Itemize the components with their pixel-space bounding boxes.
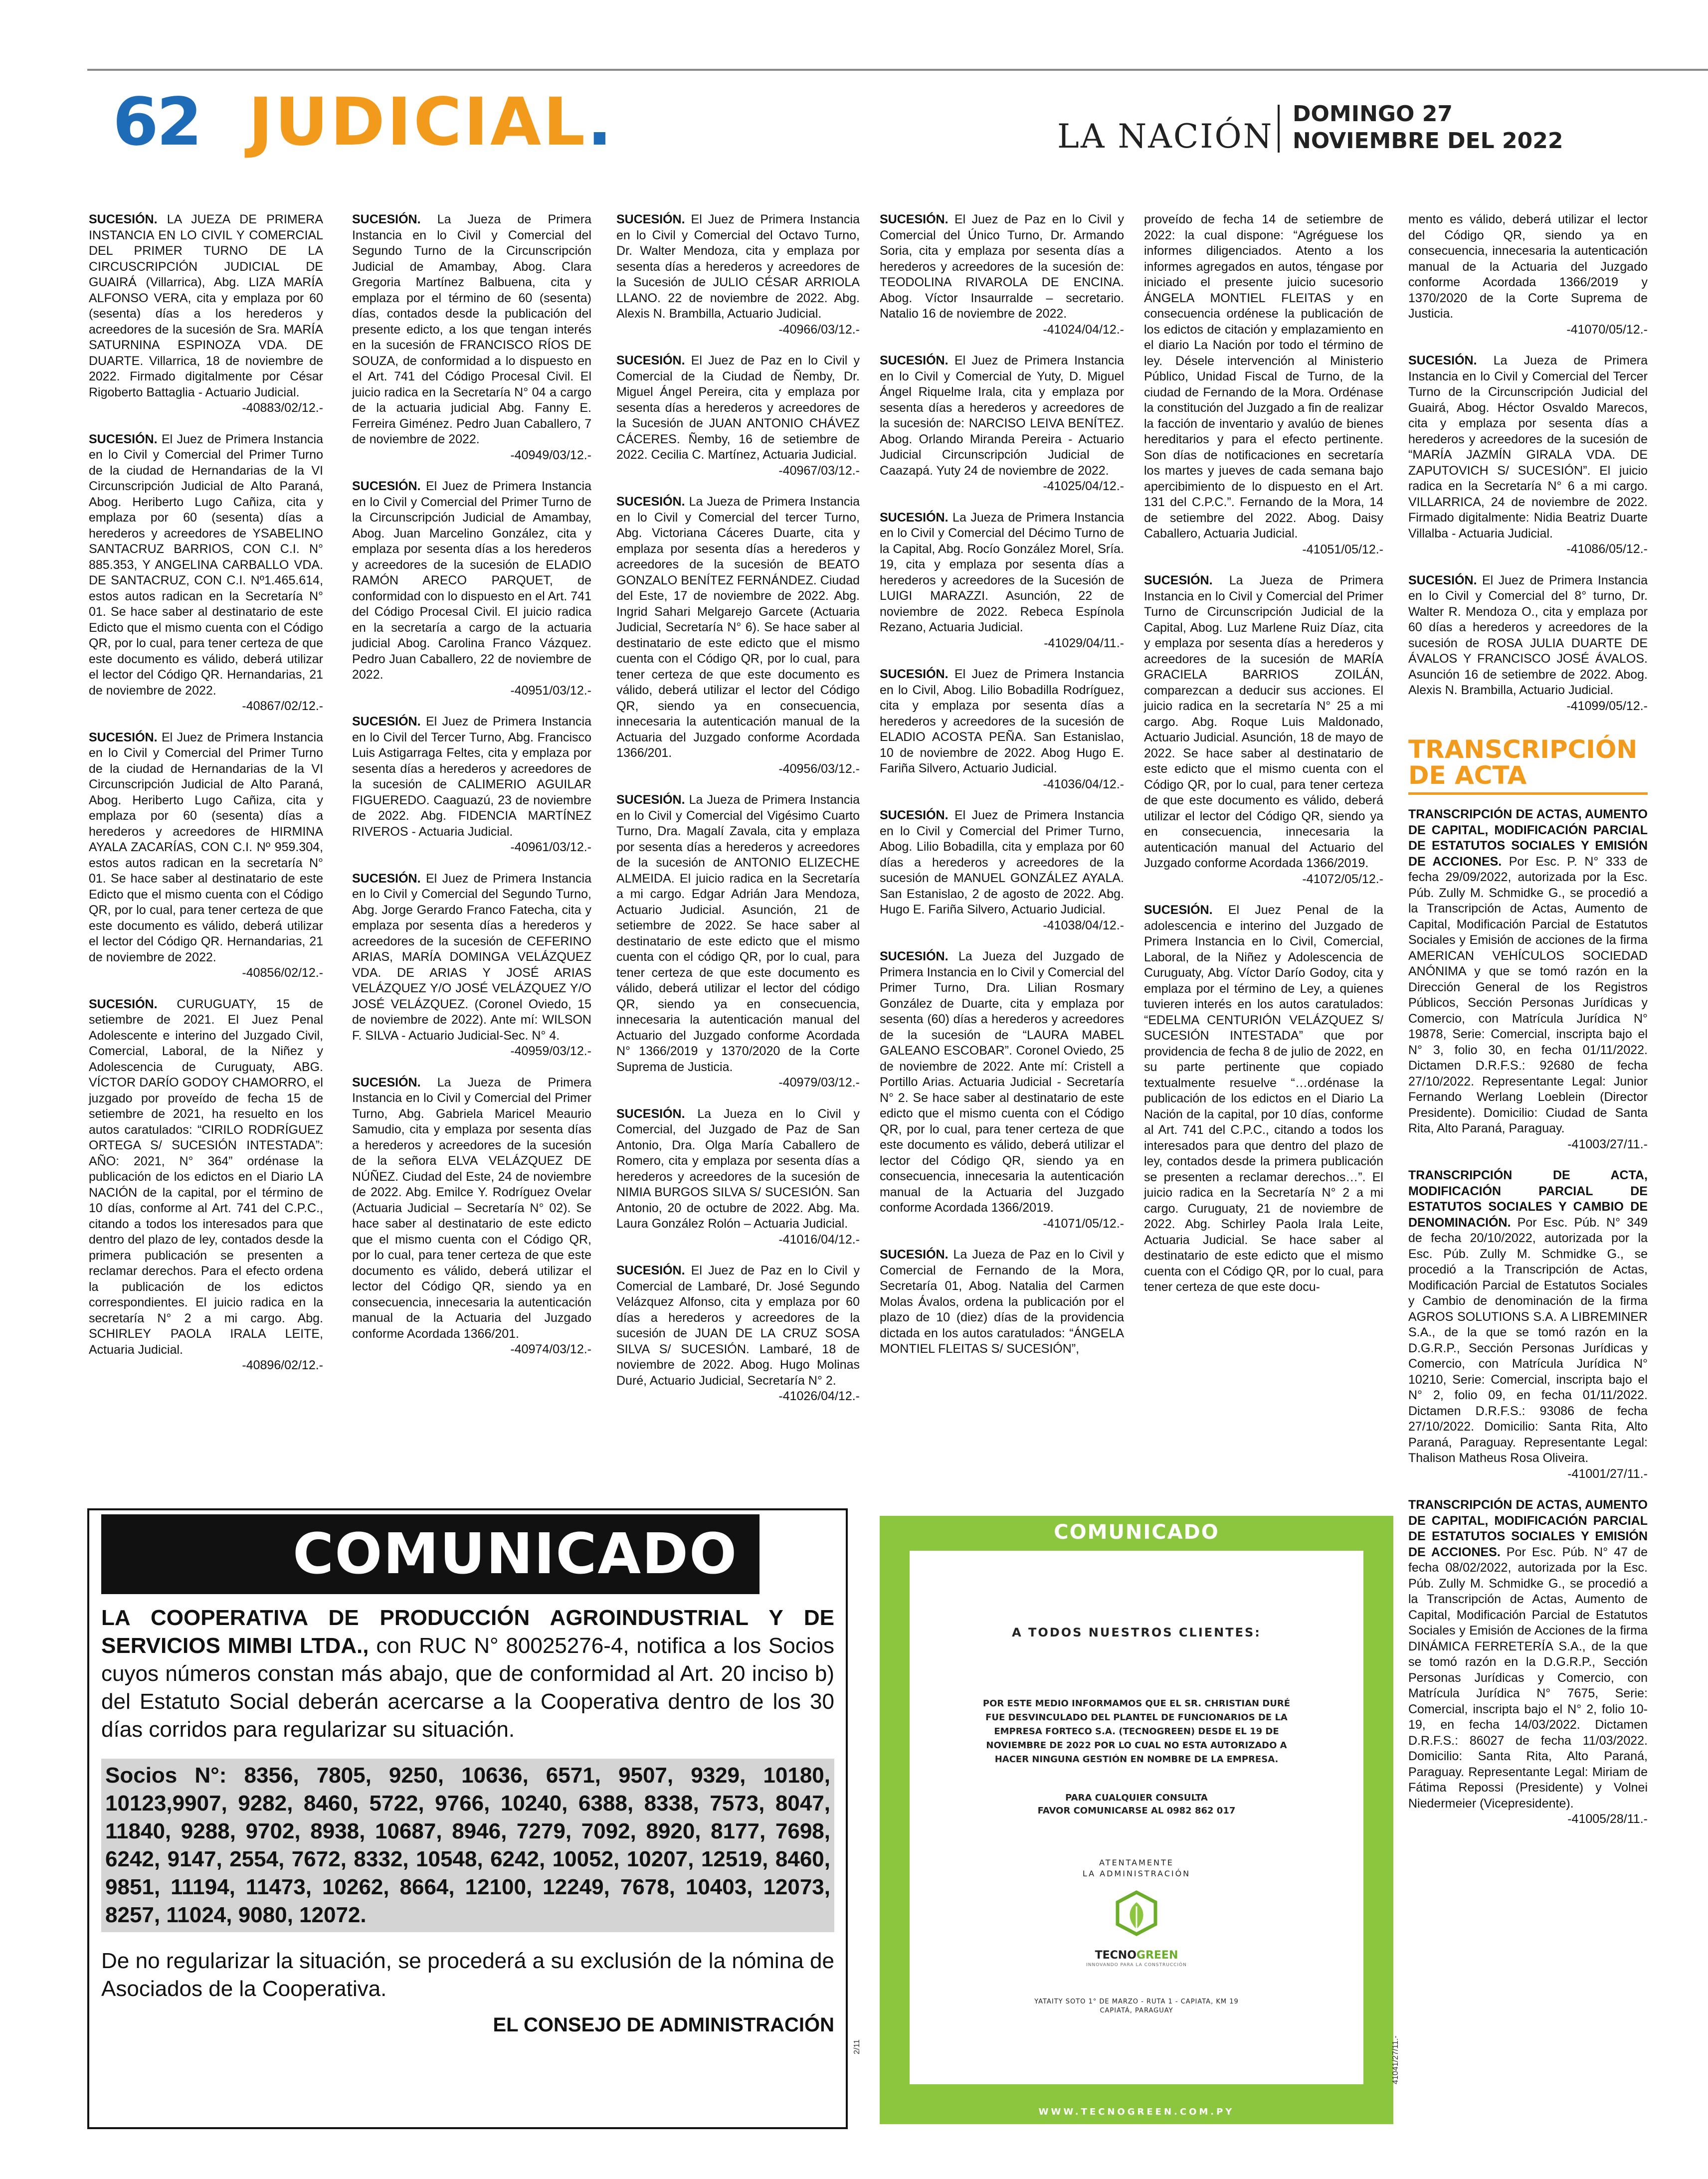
notice-reference: -41029/04/11.- [1044,636,1124,650]
tecnogreen-address-line2: CAPIATÁ, PARAGUAY [1100,2007,1173,2014]
legal-notice [616,1106,860,1248]
notice-reference: -40967/03/12.- [778,463,860,478]
legal-notice [616,792,860,1091]
column-6-notices [1408,212,1648,714]
notice-text: La Jueza del Juzgado de Primera Instancia en lo Civil y Comercial del Primer Turno, Dra. Lilian Rosmary González de Duarte, cita y emplaza por sesenta (60) días a herederos y acreedores de la sucesión de “LAURA MABEL GALEANO ESCOBAR”. Coronel Oviedo, 25 de noviembre de 2022. Ante mí: Cristell a Portillo Arias. Actuaria Judicial - Secretaría N° 2. Se hace saber al destinatario de este edicto que el mismo cuenta con el Código QR, por lo cual, para tener certeza de que este documento es válido, deberá utilizar el lector del Código QR, siendo ya en consecuencia, innecesaria la autenticación manual de la Actuaria del Juzgado conforme Acordada 1366/2019. [880,949,1124,1215]
legal-notice [880,510,1124,652]
notice-keyword: SUCESIÓN. [352,479,421,493]
column-6 [1408,212,1648,1843]
notice-text: El Juez de Primera Instancia en lo Civil y Comercial del Primer Turno de la Circunscripción Judicial de Amambay, Abog. Juan Marcelino González, cita y emplaza por sesenta días a los herederos y acreedores de la sucesión de ELADIO RAMÓN ARECO PARQUET, de conformidad con lo dispuesto en el Art. 741 del Código Procesal Civil. El juicio radica en la secretaría a cargo de la actuaria judicial Abog. Carolina Franco Vázquez. Pedro Juan Caballero, 22 de noviembre de 2022. [352,479,592,682]
notice-keyword: SUCESIÓN. [89,997,158,1011]
transcripcion-notices [1408,807,1648,1827]
tecnogreen-brand-b: GREEN [1136,1949,1178,1962]
notice-reference: -41026/04/12.- [778,1389,860,1403]
notice-reference: -40867/02/12.- [242,699,323,713]
notice-text: La Jueza de Primera Instancia en lo Civil y Comercial del Primer Turno de Circunscripción Judicial de la Capital, Abog. Luz Marlene Ruiz Díaz, cita y emplaza por sesenta días a herederos y acreedores de la sucesión de MARÍA GRACIELA BARRIOS ZOILÁN, comparezcan a deducir sus acciones. El juicio radica en la secretaría N° 25 a mi cargo. Abg. Roque Luis Maldonado, Actuario Judicial. Asunción, 18 de mayo de 2022. Se hace saber al destinatario de este edicto que el mismo cuenta con el Código QR, por lo cual, para tener certeza de que este documento es válido, deberá utilizar el lector del Código QR, siendo ya en consecuencia, innecesaria la autenticación manual del Actuario del Juzgado conforme Acordada 1366/2019. [1144,573,1383,870]
notice-text: La Jueza de Primera Instancia en lo Civil y Comercial del Décimo Turno de la Capital, Abg. Rocío González Morel, Sría. 19, cita y emplaza por sesenta días a herederos y acreedores de la Sucesión de LUIGI MARAZZI. Asunción, 22 de noviembre de 2022. Rebeca Espínola Rezano, Actuaria Judicial. [880,510,1124,634]
legal-notice [880,212,1124,338]
transcripcion-heading-line2: DE ACTA [1408,761,1527,790]
legal-notice [616,1263,860,1405]
notice-keyword: SUCESIÓN. [89,212,158,226]
notice-keyword: SUCESIÓN. [616,354,685,367]
notice-keyword: SUCESIÓN. [616,793,685,807]
tecnogreen-notice-farewell [910,1857,1363,1879]
notice-keyword: SUCESIÓN. [89,432,158,446]
notice-reference: -41036/04/12.- [1043,777,1124,791]
notice-reference: -40896/02/12.- [242,1358,323,1372]
legal-notice [1408,353,1648,557]
notice-keyword: SUCESIÓN. [1144,573,1213,587]
notice-text: La Jueza de Primera Instancia en lo Civil y Comercial del Primer Turno, Abg. Gabriela Maricel Meaurio Samudio, cita y emplaza por sesenta días a herederos y acreedores de la sucesión de la señora ELVA VELÁZQUEZ DE NÚÑEZ. Ciudad del Este, 24 de noviembre de 2022. Abg. Emilce Y. Rodríguez Ovelar (Actuaria Judicial – Secretaría N° 02). Se hace saber al destinatario de este edicto que el mismo cuenta con el Código QR, por lo cual, para tener certeza de que este documento es válido, deberá utilizar el lector del Código QR, siendo ya en consecuencia, innecesaria la autenticación manual de la Actuaria del Juzgado conforme Acordada 1366/201. [352,1075,591,1341]
notice-text: El Juez Penal de la adolescencia e interino del Juzgado de Primera Instancia en lo Civil, Comercial, Laboral, de la Niñez y Adolescencia de Curuguaty, Abg. Víctor Darío Godoy, cita y emplaza por el término de Ley, a quienes tuvieren interés en los autos caratulados: “EDELMA CENTURIÓN VELÁZQUEZ S/ SUCESIÓN INTESTADA” que por providencia de fecha 8 de julio de 2022, en su parte pertinente que copiado textualmente resuelve “…ordénase la publicación de los edictos en el Diario La Nación de la capital, por 10 días, conforme al Art. 741 del C.P.C., citando a todos los interesados para que dentro del plazo de ley, contados desde la primera publicación se presenten a reclamar derechos…”. El juicio radica en la Secretaría N° 2 a mi cargo. Curuguaty, 21 de noviembre de 2022. Abg. Schirley Paola Irala Leite, Actuaria Judicial. Se hace saber al destinatario de este edicto que el mismo cuenta con el Código QR, por lo cual, para tener certeza de que este docu- [1144,903,1383,1294]
notice-text: El Juez de Primera Instancia en lo Civil y Comercial del Primer Turno de la ciudad de Hernandarias de la VI Circunscripción Judicial de Alto Paraná, Abog. Heriberto Lugo Cañiza, cita y emplaza por 60 (sesenta) días a herederos y acreedores de HIRMINA AYALA ZACARÍAS, CON C.I. Nº 959.304, estos autos radican en la secretaría N° 01. Se hace saber al destinatario de este Edicto que el mismo cuenta con el Código QR, por lo cual, para tener certeza de que este documento es válido, deberá utilizar el lector del Código QR. Hernandarias, 21 de noviembre de 2022. [89,730,324,964]
member-numbers-list: Socios N°: 8356, 7805, 9250, 10636, 6571, 9507, 9329, 10180, 10123,9907, 9282, 8460, 5722, 9766, 10240, 6388, 8338, 7573, 8047, 11840, 9288, 9702, 8938, 10687, 8946, 7279, 7092, 8920, 8177, 7698, 6242, 9147, 2554, 7672, 8332, 10548, 6242, 10052, 10207, 12519, 8460, 9851, 11194, 11473, 10262, 8664, 12100, 12249, 7678, 10403, 12073, 8257, 11024, 9080, 12072. [101,1759,834,1932]
page-number: 62 [113,84,200,161]
notice-keyword: SUCESIÓN. [352,871,421,886]
notice-text: El Juez de Primera Instancia en lo Civil, Abog. Lilio Bobadilla Rodríguez, cita y emplaza por sesenta días a herederos y acreedores de la sucesión de ELADIO ACOSTA PEÑA. San Estanislao, 10 de noviembre de 2022. Abog Hugo E. Fariña Silvero, Actuario Judicial. [880,667,1125,775]
notice-reference: -41003/27/11.- [1567,1137,1648,1151]
section-title [248,84,614,161]
notice-keyword: SUCESIÓN. [880,808,949,822]
notice-reference: -41051/05/12.- [1302,542,1383,556]
notice-keyword: SUCESIÓN. [352,715,421,728]
tecnogreen-notice-box [880,1516,1393,2124]
notice-keyword: TRANSCRIPCIÓN DE ACTAS, AUMENTO DE CAPITAL, MODIFICACIÓN PARCIAL DE ESTATUTOS SOCIALES Y EMISIÓN DE ACCIONES. [1408,807,1648,869]
column-2 [352,212,591,1373]
date-line-2: NOVIEMBRE DEL 2022 [1293,128,1563,154]
column-5 [1144,212,1383,1311]
notice-keyword: SUCESIÓN. [352,1075,421,1090]
column-4 [880,212,1124,1373]
tecnogreen-tagline: INNOVANDO PARA LA CONSTRUCCIÓN [1086,1963,1187,1968]
notice-keyword: SUCESIÓN. [1144,903,1213,917]
legal-notice [1408,807,1648,1152]
notice-text: La Jueza de Primera Instancia en lo Civil y Comercial del Segundo Turno de la Circunscripción Judicial de Amambay, Abog. Clara Gregoria Martínez Balbuena, cita y emplaza por el término de 60 (sesenta) días, contados desde la publicación del presente edicto, a los que tengan interés en la sucesión de FRANCISCO RÍOS DE SOUZA, de conformidad a lo dispuesto en el Art. 741 del Código Procesal Civil. El juicio radica en la Secretaría N° 04 a cargo de la actuaria judicial Abg. Fanny E. Ferreira Giménez. Pedro Juan Caballero, 7 de noviembre de 2022. [352,212,591,446]
notice-reference: -41099/05/12.- [1566,699,1648,713]
notice-text: El Juez de Primera Instancia en lo Civil y Comercial del 8° turno, Dr. Walter R. Mendoza O., cita y emplaza por 60 días a herederos y acreedores de la sucesión de ROSA JULIA DUARTE DE ÁVALOS Y FRANCISCO JOSÉ ÁVALOS. Asunción 16 de setiembre de 2022. Abog. Alexis N. Brambilla, Actuario Judicial. [1408,573,1648,697]
tecnogreen-farewell-line2: LA ADMINISTRACIÓN [1082,1869,1191,1878]
tecnogreen-brand-a: TECNO [1095,1949,1137,1962]
tecnogreen-logo-icon [1097,1889,1176,1949]
notice-text: El Juez de Primera Instancia en lo Civil y Comercial del Octavo Turno, Dr. Walter Mendoza, cita y emplaza por sesenta días a herederos y acreedores de la Sucesión de JULIO CÉSAR ARRIOLA LLANO. 22 de noviembre de 2022. Abg. Alexis N. Brambilla, Actuario Judicial. [616,212,860,321]
legal-notice [89,212,323,416]
notice-text: El Juez de Primera Instancia en lo Civil y Comercial de Yuty, D. Miguel Ángel Riquelme Irala, cita y emplaza por sesenta días a herederos y acreedores de la sucesión de: NARCISO LEIVA BENÍTEZ. Abog. Orlando Miranda Pereira - Actuario Judicial Circunscripción Judicial de Caazapá. Yuty 24 de noviembre de 2022. [880,354,1125,478]
notice-text: La Jueza de Primera Instancia en lo Civil y Comercial del tercer Turno, Abg. Victoriana Cáceres Duarte, cita y emplaza por sesenta días a herederos y acreedores de la sucesión de BEATO GONZALO BENÍTEZ FERNÁNDEZ. Ciudad del Este, 17 de noviembre de 2022. Abg. Ingrid Sahari Melgarejo Garcete (Actuaria Judicial, Secretaría N° 6). Se hace saber al destinatario de este edicto que el mismo cuenta con el Código QR, por lo cual, para tener certeza de que este documento es válido, deberá utilizar el lector del Código QR, siendo ya en consecuencia, innecesaria la autenticación manual de la Actuaria del Juzgado conforme Acordada 1366/201. [616,495,860,760]
legal-notice [1408,1497,1648,1827]
legal-notice [352,1075,591,1358]
tecnogreen-address [910,1997,1363,2015]
notice-reference: -41005/28/11.- [1567,1812,1648,1826]
legal-notice [352,479,591,699]
legal-notice [616,353,860,479]
legal-notice [616,494,860,777]
legal-notice [89,997,323,1374]
notice-keyword: SUCESIÓN. [880,949,949,963]
legal-notice [352,212,591,463]
section-name: JUDICIAL [248,84,587,161]
notice-reference: -40856/02/12.- [242,966,323,980]
notice-text: El Juez de Primera Instancia en lo Civil del Tercer Turno, Abg. Francisco Luis Astigarraga Feltes, cita y emplaza por sesenta días a herederos y acreedores de la sucesión de CALIMERIO AGUILAR FIGUEREDO. Caaguazú, 23 de noviembre de 2022. Abg. FIDENCIA MARTÍNEZ RIVEROS - Actuaria Judicial. [352,715,592,839]
legal-notice [1408,212,1648,338]
legal-notice [880,1247,1124,1357]
tecnogreen-notice-inner [910,1551,1363,2084]
cooperative-notice-intro-text: con RUC N° 80025276-4, notifica a los Socios cuyos números constan más abajo, que de conformidad al Art. 20 inciso b) del Estatuto Social deberán acercarse a la Cooperativa dentro de los 30 días corridos para regularizar su situación. [101,1634,834,1742]
notice-text: mento es válido, deberá utilizar el lector del Código QR, siendo ya en consecuencia, innecesaria la autenticación manual de la Actuaria del Juzgado conforme Acordada 1366/2019 y 1370/2020 de la Corte Suprema de Justicia. [1408,212,1648,321]
notice-text: proveído de fecha 14 de setiembre de 2022: la cual dispone: “Agréguese los informes diligenciados. Atento a los informes agregados en autos, téngase por iniciado el presente juicio sucesorio ÁNGELA MONTIEL FLEITAS y en consecuencia ordénese la publicación de los edictos de citación y emplazamiento en el diario La Nación por todo el término de ley. Désele intervención al Ministerio Público, Unidad Fiscal de Turno, de la ciudad de Fernando de la Mora. Ordénase la constitución del Juzgado a fin de realizar la facción de inventario y avalúo de bienes hereditarios y para el efecto pertinente. Son días de notificaciones en secretaría los martes y jueves de cada semana bajo apercibimiento de lo dispuesto en el Art. 131 del C.P.C.”. Fernando de la Mora, 14 de setiembre del 2022. Abog. Daisy Caballero, Actuaria Judicial. [1144,212,1383,541]
notice-reference: -41086/05/12.- [1566,542,1648,556]
tecnogreen-notice-message: POR ESTE MEDIO INFORMAMOS QUE EL SR. CHRISTIAN DURÉ FUE DESVINCULADO DEL PLANTEL DE FUNCIONARIOS DE LA EMPRESA FORTECO S.A. (TECNOGREEN) DESDE EL 19 DE NOVIEMBRE DE 2022 POR LO CUAL NO ESTA AUTORIZADO A HACER NINGUNA GESTIÓN EN NOMBRE DE LA EMPRESA. [982,1698,1291,1765]
legal-notice [880,667,1124,792]
tecnogreen-contact-line2: FAVOR COMUNICARSE AL 0982 862 017 [1037,1806,1236,1816]
legal-notice [352,871,591,1060]
tecnogreen-notice-side-ref: 41041/27/11.- [1391,2035,1400,2084]
notice-text: LA JUEZA DE PRIMERA INSTANCIA EN LO CIVIL Y COMERCIAL DEL PRIMER TURNO DE LA CIRCUSCRIPCIÓN JUDICIAL DE GUAIRÁ (Villarrica), Abg. LIZA MARÍA ALFONSO VERA, cita y emplaza por 60 (sesenta) días a los herederos y acreedores de la sucesión de Sra. MARÍA SATURNINA ESPINOZA VDA. DE DUARTE. Villarrica, 18 de noviembre de 2022. Firmado digitalmente por César Rigoberto Battaglia - Actuario Judicial. [89,212,323,399]
notice-keyword: TRANSCRIPCIÓN DE ACTA, MODIFICACIÓN PARCIAL DE ESTATUTOS SOCIALES Y CAMBIO DE DENOMINACIÓN. [1408,1168,1648,1230]
notice-keyword: SUCESIÓN. [616,212,685,226]
notice-text: La Jueza de Primera Instancia en lo Civil y Comercial del Tercer Turno de la Circunscripción Judicial del Guairá, Abog. Héctor Osvaldo Marecos, cita y emplaza por sesenta días a herederos y acreedores de la sucesión de “MARÍA JAZMÍN GIRALA VDA. DE ZAPUTOVICH S/ SUCESIÓN”. El juicio radica en la Secretaría N° 6 a mi cargo. VILLARRICA, 24 de noviembre de 2022. Firmado digitalmente: Nidia Beatriz Duarte Villalba - Actuaria Judicial. [1408,354,1648,541]
notice-keyword: SUCESIÓN. [89,730,158,744]
cooperative-notice-closing: De no regularizar la situación, se procederá a su exclusión de la nómina de Asociados de la Cooperativa. [101,1949,834,2001]
legal-notice [616,212,860,338]
legal-notice [1144,903,1383,1295]
notice-reference: -40961/03/12.- [510,840,591,854]
notice-text: Por Esc. P. N° 333 de fecha 29/09/2022, autorizada por la Esc. Púb. Zully M. Schmidke G., se procedió a la Transcripción de Actas, Aumento de Capital, Modificación Parcial de Estatutos Sociales y Emisión de acciones de la firma AMERICAN VEHÍCULOS SOCIEDAD ANÓNIMA y que se tomó razón en la Dirección General de los Registros Públicos, Sección Personas Jurídicas y Comercio, con Matrícula Jurídica N° 19878, Serie: Comercial, inscripta bajo el N° 3, folio 30, en fecha 01/11/2022. Dictamen D.R.F.S.: 92680 de fecha 27/10/2022. Representante Legal: Junior Fernando Werlang Loeblein (Director Presidente). Domicilio: Ciudad de Santa Rita, Alto Paraná, Paraguay. [1408,854,1648,1135]
date-line-1: DOMINGO 27 [1293,101,1453,127]
legal-notice [1144,573,1383,887]
legal-notice [880,353,1124,495]
notice-text: El Juez de Paz en lo Civil y Comercial de Lambaré, Dr. José Segundo Velázquez Alfonso, cita y emplaza por 60 días a herederos y acreedores de la sucesión de JUAN DE LA CRUZ SOSA SILVA S/ SUCESIÓN. Lambaré, 18 de noviembre de 2022. Abog. Hugo Molinas Duré, Actuario Judicial, Secretaría N° 2. [616,1264,860,1388]
header-separator [1278,105,1280,153]
legal-notice [880,949,1124,1232]
notice-text: La Jueza de Primera Instancia en lo Civil y Comercial del Vigésimo Cuarto Turno, Dra. Magalí Zavala, cita y emplaza por sesenta días a herederos y acreedores de la sucesión de ANTONIO ELIZECHE ALMEIDA. El juicio radica en la Secretaría a mi cargo. Edgar Adrián Jara Mendoza, Actuario Judicial. Asunción, 21 de setiembre de 2022. Se hace saber al destinatario de este edicto que el mismo cuenta con el código QR, por lo cual, para tener certeza de que este documento es válido, deberá utilizar el lector del código QR, siendo ya en consecuencia, innecesaria la autenticación manual del Actuario del Juzgado conforme Acordada N° 1366/2019 y 1370/2020 de la Corte Suprema de Justicia. [616,793,860,1074]
tecnogreen-website-link[interactable]: WWW.TECNOGREEN.COM.PY [1038,2107,1235,2117]
notice-reference: -41071/05/12.- [1043,1216,1124,1231]
cooperative-notice-title: COMUNICADO [101,1514,759,1594]
notice-text: La Jueza en lo Civil y Comercial, del Juzgado de Paz de San Antonio, Dra. Olga María Caballero de Romero, cita y emplaza por sesenta días a herederos y acreedores de la sucesión de NIMIA BURGOS SILVA S/ SUCESIÓN. San Antonio, 20 de octubre de 2022. Abg. Ma. Laura González Rolón – Actuaria Judicial. [616,1106,860,1231]
issue-date [1293,101,1563,155]
notice-reference: -41024/04/12.- [1043,322,1124,337]
notice-keyword: SUCESIÓN. [616,1106,685,1121]
notice-reference: -40979/03/12.- [778,1076,860,1090]
notice-text: Por Esc. Púb. N° 47 de fecha 08/02/2022, autorizada por la Esc. Púb. Zully M. Schmidke G., se procedió a la Transcripción de Actas, Aumento de Capital, Modificación Parcial de Estatutos Sociales y Emisión de Acciones de la firma DINÁMICA FERRETERÍA S.A., de la que se tomó razón en la D.G.R.P., Sección Personas Jurídicas y Comercio, con Matrícula Jurídica N° 7675, Serie: Comercial, inscripta bajo el N° 2, folio 10-19, en fecha 14/03/2022. Dictamen D.R.F.S.: 86027 de fecha 11/03/2022. Domicilio: Santa Rita, Alto Paraná, Paraguay. Representante Legal: Miriam de Fátima Repossi (Presidente) y Volnei Niedermeier (Vicepresidente). [1408,1545,1648,1811]
notice-text: CURUGUATY, 15 de setiembre de 2021. El Juez Penal Adolescente e interino del Juzgado Civil, Comercial, Laboral, de la Niñez y Adolescencia de Curuguaty, ABG. VÍCTOR DARÍO GODOY CHAMORRO, el juzgado por proveído de fecha 15 de setiembre de 2021, ha resuelto en los autos caratulados: “CIRILO RODRÍGUEZ ORTEGA S/ SUCESIÓN INTESTADA”: AÑO: 2021, N° 364” ordénase la publicación de los edictos en el Diario LA NACIÓN de la capital, por el término de 10 días, conforme al Art. 741 del C.P.C., citando a todos los interesados para que dentro del plazo de ley, contados desde la primera publicación se presenten a reclamar derechos. Para el efecto ordena la publicación de los edictos correspondientes. El juicio radica en la secretaría N° 2 a mi cargo. Abg. SCHIRLEY PAOLA IRALA LEITE, Actuaria Judicial. [89,997,323,1357]
section-dot: . [587,84,614,161]
notice-keyword: TRANSCRIPCIÓN DE ACTAS, AUMENTO DE CAPITAL, MODIFICACIÓN PARCIAL DE ESTATUTOS SOCIALES Y EMISIÓN DE ACCIONES. [1408,1498,1648,1559]
notice-reference: -41016/04/12.- [778,1232,860,1247]
cooperative-notice-box [87,1508,848,2129]
notice-reference: -40883/02/12.- [242,401,323,415]
legal-notice [89,730,323,981]
legal-notice [1144,212,1383,557]
notice-reference: -40949/03/12.- [510,448,591,462]
notice-text: La Jueza de Paz en lo Civil y Comercial de Fernando de la Mora, Secretaría 01, Abog. Natalia del Carmen Molas Ávalos, ordena la publicación por el plazo de 10 (diez) días de la providencia dictada en los autos caratulados: “ÁNGELA MONTIEL FLEITAS S/ SUCESIÓN”, [880,1248,1124,1356]
notice-keyword: SUCESIÓN. [1408,573,1477,587]
notice-keyword: SUCESIÓN. [880,212,949,226]
notice-reference: -41072/05/12.- [1302,872,1383,886]
newspaper-logo: LA NACIÓN [1057,117,1274,156]
notice-text: El Juez de Paz en lo Civil y Comercial del Único Turno, Dr. Armando Soria, cita y emplaza por sesenta días a herederos y acreedores de la sucesión de: TEODOLINA RIVAROLA DE ENCINA. Abog. Víctor Insaurralde – secretario. Natalio 16 de noviembre de 2022. [880,212,1124,321]
notice-text: Por Esc. Púb. N° 349 de fecha 20/10/2022, autorizada por la Esc. Púb. Zully M. Schmidke G., se procedió a la Transcripción de Actas, Modificación Parcial de Estatutos Sociales y Cambio de denominación de la firma AGROS SOLUTIONS S.A. A LIBREMINER S.A., de la que se tomó razón en la D.G.R.P., Sección Personas Jurídicas y Comercio, con Matrícula Jurídica N° 10210, Serie: Comercial, inscripta bajo el N° 2, folio 09, en fecha 01/11/2022. Dictamen D.R.F.S.: 93086 de fecha 27/10/2022. Domicilio: Santa Rita, Alto Paraná, Paraguay. Representante Legal: Thalison Matheus Rosa Oliveira. [1408,1215,1648,1465]
notice-reference: -40956/03/12.- [778,761,860,776]
tecnogreen-brand-name [910,1949,1363,1962]
tecnogreen-address-line1: YATAITY SOTO 1° DE MARZO - RUTA 1 - CAPIATA, KM 19 [1034,1998,1239,2005]
notice-keyword: SUCESIÓN. [352,212,421,226]
notice-reference: -41025/04/12.- [1043,479,1124,493]
notice-reference: -40959/03/12.- [510,1044,591,1058]
legal-notice [1408,573,1648,715]
notice-reference: -40974/03/12.- [510,1342,591,1356]
cooperative-notice-intro [101,1604,834,1744]
notice-keyword: SUCESIÓN. [880,510,949,525]
notice-keyword: SUCESIÓN. [1408,354,1477,367]
notice-reference: -41070/05/12.- [1566,322,1648,337]
notice-keyword: SUCESIÓN. [880,667,949,681]
notice-keyword: SUCESIÓN. [880,1248,949,1262]
transcripcion-heading [1408,729,1648,795]
notice-text: El Juez de Primera Instancia en lo Civil y Comercial del Primer Turno de la ciudad de Hernandarias de la VI Circunscripción Judicial de Alto Paraná, Abog. Heriberto Lugo Cañiza, cita y emplaza por 60 (sesenta) días a herederos y acreedores de YSABELINO SANTACRUZ BARRIOS, CON C.I. N° 885.353, Y ANGELINA CARBALLO VDA. DE SANTACRUZ, CON C.I. Nº1.465.614, estos autos radican en la Secretaría N° 01. Se hace saber al destinatario de este Edicto que el mismo cuenta con el Código QR, por lo cual, para tener certeza de que este documento es válido, deberá utilizar el lector del Código QR. Hernandarias, 21 de noviembre de 2022. [89,432,324,698]
cooperative-notice-body [101,1604,834,2039]
notice-reference: -40951/03/12.- [510,683,591,698]
notice-reference: -41001/27/11.- [1567,1466,1648,1481]
legal-notice [89,432,323,715]
cooperative-notice-side-ref: 2/11 [853,2039,861,2054]
tecnogreen-contact-line1: PARA CUALQUIER CONSULTA [1065,1793,1208,1803]
notice-keyword: SUCESIÓN. [880,354,949,367]
notice-text: El Juez de Primera Instancia en lo Civil y Comercial del Primer Turno, Abog. Lilio Bobadilla, cita y emplaza por 60 días a herederos y acreedores de la sucesión de MANUEL GONZÁLEZ AYALA. San Estanislao, 2 de agosto de 2022. Abg. Hugo E. Fariña Silvero, Actuario Judicial. [880,808,1125,916]
column-1 [89,212,323,1389]
tecnogreen-notice-heading: A TODOS NUESTROS CLIENTES: [1012,1626,1261,1639]
notice-reference: -40966/03/12.- [778,322,860,337]
tecnogreen-notice-contact [910,1792,1363,1817]
legal-notice [1408,1168,1648,1482]
column-3 [616,212,860,1420]
notice-text: El Juez de Primera Instancia en lo Civil y Comercial del Segundo Turno, Abg. Jorge Gerardo Franco Fatecha, cita y emplaza por sesenta días a herederos y acreedores de la sucesión de CEFERINO ARIAS, MARÍA DOMINGA VELÁZQUEZ VDA. DE ARIAS Y JOSÉ ARIAS VELÁZQUEZ Y/O JOSÉ VELÁZQUEZ Y/O JOSÉ VELÁZQUEZ. (Coronel Oviedo, 15 de noviembre de 2022). Ante mí: WILSON F. SILVA - Actuario Judicial-Sec. N° 4. [352,871,592,1043]
cooperative-notice-signature: EL CONSEJO DE ADMINISTRACIÓN [493,2014,834,2036]
legal-notice [352,714,591,856]
legal-notice [880,808,1124,933]
tecnogreen-farewell-line1: ATENTAMENTE [1099,1858,1174,1867]
notice-reference: -41038/04/12.- [1043,918,1124,932]
notice-text: El Juez de Paz en lo Civil y Comercial de la Ciudad de Ñemby, Dr. Miguel Ángel Pereira, cita y emplaza por sesenta días a herederos y acreedores de la Sucesión de JUAN ANTONIO CHÁVEZ CÁCERES. Ñemby, 16 de setiembre de 2022. Cecilia C. Martínez, Actuaria Judicial. [616,354,860,462]
cooperative-name: LA COOPERATIVA DE PRODUCCIÓN AGROINDUSTRIAL Y DE SERVICIOS MIMBI LTDA., [101,1606,834,1658]
notice-keyword: SUCESIÓN. [616,1264,685,1277]
transcripcion-heading-line1: TRANSCRIPCIÓN [1408,735,1638,764]
notice-keyword: SUCESIÓN. [616,495,685,509]
tecnogreen-notice-title: COMUNICADO [1054,1521,1219,1544]
header-rule [87,69,1708,71]
